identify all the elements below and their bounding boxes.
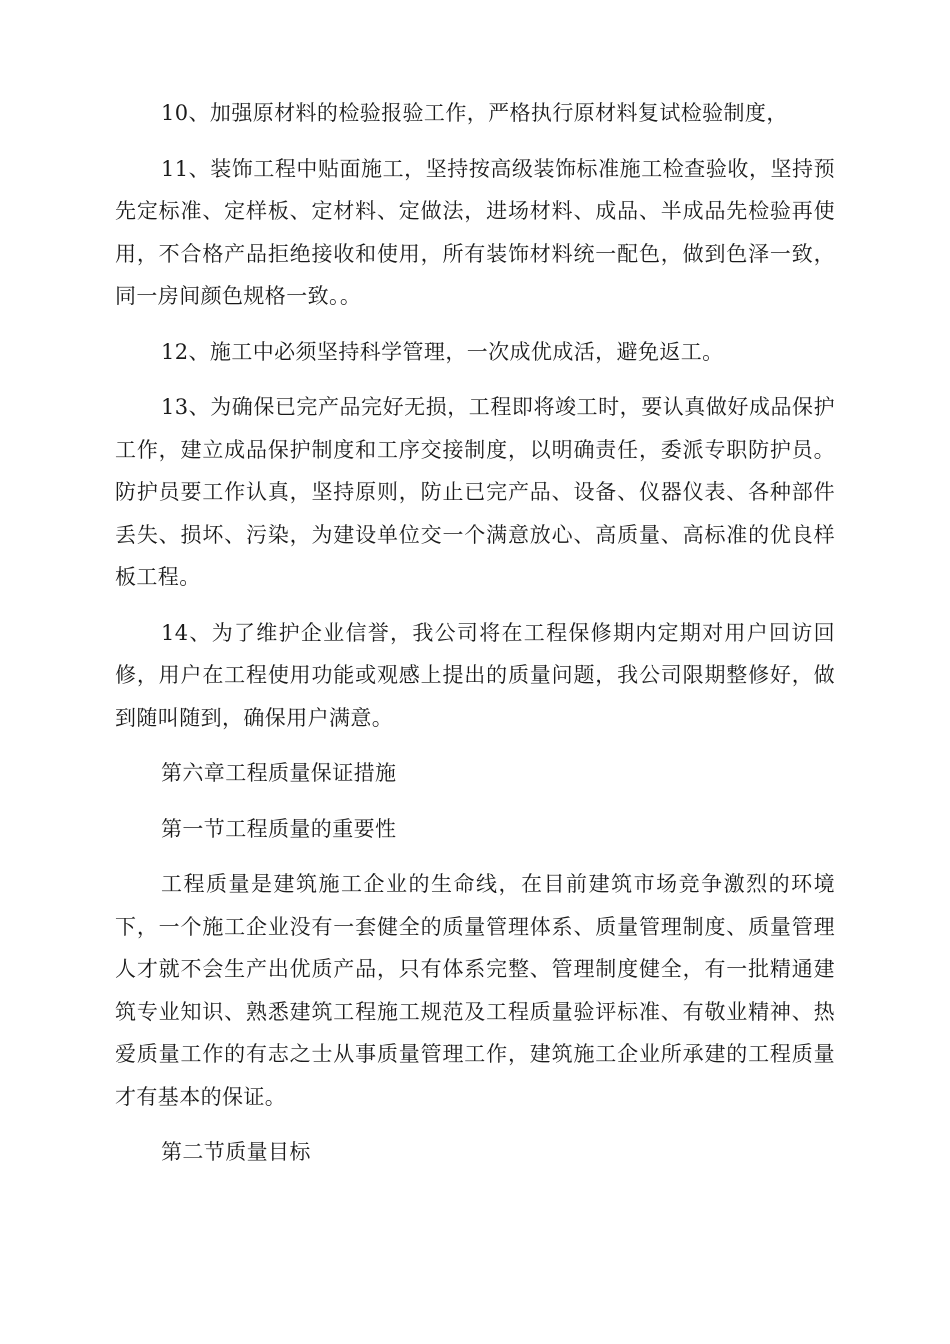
paragraph-item-13: 13、为确保已完产品完好无损，工程即将竣工时，要认真做好成品保护工作，建立成品保护制度和工序交接制度，以明确责任，委派专职防护员。防护员要工作认真，坚持原则，防止已完产品、设备、仪器仪表、各种部件丢失、损坏、污染，为建设单位交一个满意放心、高质量、高标准的优良样板工程。 bbox=[115, 395, 835, 589]
paragraph-item-14: 14、为了维护企业信誉，我公司将在工程保修期内定期对用户回访回修，用户在工程使用功能或观感上提出的质量问题，我公司限期整修好，做到随叫随到，确保用户满意。 bbox=[115, 620, 835, 730]
chapter-title: 第六章工程质量保证措施 bbox=[161, 761, 397, 785]
paragraph-item-11: 11、装饰工程中贴面施工，坚持按高级装饰标准施工检查验收，坚持预先定标准、定样板、定材料、定做法，进场材料、成品、半成品先检验再使用，不合格产品拒绝接收和使用，所有装饰材料统一配色，做到色泽一致，同一房间颜色规格一致。。 bbox=[115, 156, 835, 308]
section-title-1: 第一节工程质量的重要性 bbox=[161, 816, 397, 841]
document-page bbox=[115, 92, 835, 1174]
section-body-1: 工程质量是建筑施工企业的生命线，在目前建筑市场竞争激烈的环境下，一个施工企业没有一套健全的质量管理体系、质量管理制度、质量管理人才就不会生产出优质产品，只有体系完整、管理制度健全，有一批精通建筑专业知识、熟悉建筑工程施工规范及工程质量验评标准、有敬业精神、热爱质量工作的有志之士从事质量管理工作，建筑施工企业所承建的工程质量才有基本的保证。 bbox=[115, 872, 835, 1109]
paragraph-item-12: 12、施工中必须坚持科学管理，一次成优成活，避免返工。 bbox=[161, 339, 724, 364]
section-title-2: 第二节质量目标 bbox=[161, 1140, 311, 1164]
paragraph-item-10: 10、加强原材料的检验报验工作，严格执行原材料复试检验制度， bbox=[161, 101, 788, 125]
